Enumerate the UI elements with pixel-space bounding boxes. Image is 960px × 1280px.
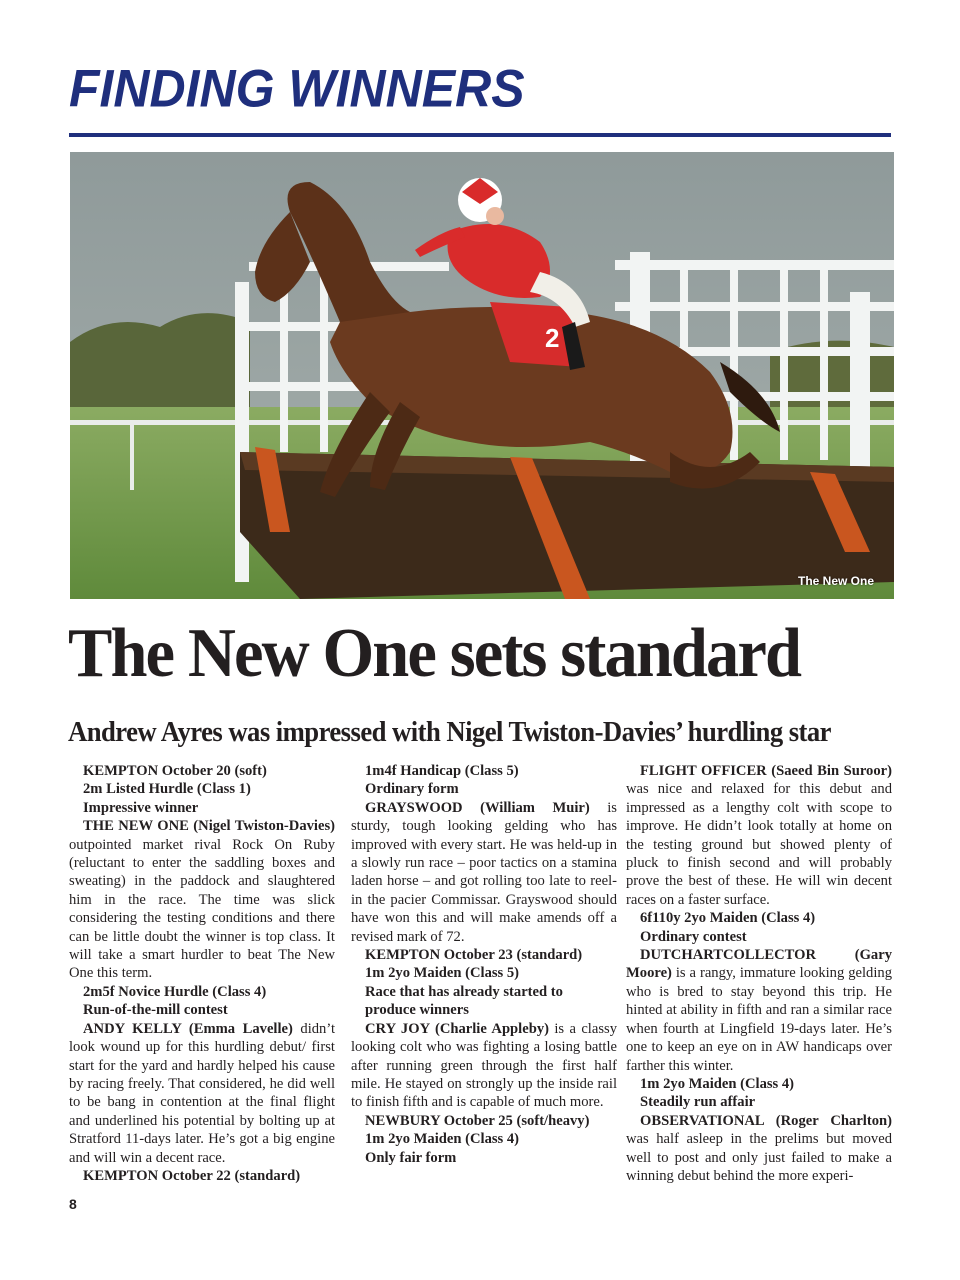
horse-name-trainer: FLIGHT OFFICER (Saeed Bin Suroor) xyxy=(640,763,892,779)
paragraph-body: is sturdy, tough looking gelding who has improved with every start. He was held-up in a slowly run race – poor tactics on a stamina laden horse – and got rolling too late to reel-in the pacier Commissar. Grayswood should have won this and will make amends off a revised mark of 72. xyxy=(351,799,617,945)
paragraph-body: is a rangy, immature looking gelding who is bred to stay beyond this trip. He hinted at ability in fifth and ran a similar race when fourth at Lingfield 19-days later. He’s one to keep an eye on in AW handicaps over farther this winter. xyxy=(626,965,892,1074)
horse-name-trainer: CRY JOY (Charlie Appleby) xyxy=(365,1020,549,1037)
race-heading: 2m Listed Hurdle (Class 1) xyxy=(83,781,251,798)
section-title: FINDING WINNERS xyxy=(69,59,525,118)
race-heading: Race that has already started to produce winners xyxy=(365,983,563,1019)
paragraph-body: didn’t look wound up for this hurdling debut/ first start for the yard and hardly helped his cause by racing freely. That considered, he did well to be bang in contention at the final flight and underlined his potential by bolting up at Stratford 11-days later. He’s got a big engine and will win a decent race. xyxy=(69,1020,335,1166)
horse-name-trainer: GRAYSWOOD (William Muir) xyxy=(365,799,590,816)
paragraph-body: was half asleep in the prelims but moved well to post and only just failed to make a winning debut behind the more experi- xyxy=(626,1131,892,1184)
race-heading: NEWBURY October 25 (soft/heavy) xyxy=(365,1112,590,1129)
photo-caption: The New One xyxy=(797,574,874,588)
race-heading: 6f110y 2yo Maiden (Class 4) xyxy=(640,910,816,927)
paragraph-body: was nice and relaxed for this debut and impressed as a lengthy colt with scope to improve. He didn’t look totally at home on the testing ground but showed plenty of pluck to finish second and will probably prove the best of these. He will win decent races on a faster surface. xyxy=(626,781,892,908)
race-heading: Ordinary form xyxy=(365,781,459,798)
article-column-3 xyxy=(626,762,892,1185)
horse-paragraph xyxy=(69,817,335,983)
article-column-1 xyxy=(69,762,335,1185)
horse-paragraph xyxy=(626,1112,892,1186)
standfirst: Andrew Ayres was impressed with Nigel Twiston-Davies’ hurdling star xyxy=(68,716,831,748)
race-heading: KEMPTON October 23 (standard) xyxy=(365,947,583,964)
horse-paragraph xyxy=(351,1020,617,1112)
horse-paragraph xyxy=(626,762,892,909)
horse-paragraph xyxy=(351,799,617,946)
horse-name-trainer: OBSERVATIONAL (Roger Charlton) xyxy=(640,1112,892,1129)
section-rule xyxy=(69,133,891,137)
race-heading: KEMPTON October 20 (soft) xyxy=(83,763,267,779)
paragraph-body: outpointed market rival Rock On Ruby (reluctant to enter the saddling boxes and sweating) in the paddock and slaughtered him in the race. The time was slick considering the testing conditions and there can be little doubt the winner is top class. It will take a smart hurdler to beat The New One this term. xyxy=(69,836,335,982)
paragraph-body: is a classy looking colt who was fighting a losing battle after running green through the first half mile. He stayed on strongly up the inside rail to finish fifth and is capable of much more. xyxy=(351,1020,617,1111)
race-heading: 1m 2yo Maiden (Class 5) xyxy=(365,965,520,982)
headline: The New One sets standard xyxy=(68,615,801,692)
horse-name-trainer: DUTCHARTCOLLECTOR (Gary Moore) xyxy=(626,947,892,982)
race-heading: Impressive winner xyxy=(83,799,199,816)
horse-name-trainer: THE NEW ONE (Nigel Twiston-Davies) xyxy=(83,818,335,835)
race-heading: Ordinary contest xyxy=(640,928,747,945)
race-heading: Run-of-the-mill contest xyxy=(83,1002,228,1019)
horse-paragraph xyxy=(69,1020,335,1167)
page-number: 8 xyxy=(69,1196,77,1212)
svg-text:2: 2 xyxy=(545,323,560,353)
race-heading: 1m4f Handicap (Class 5) xyxy=(365,763,519,779)
horse-name-trainer: ANDY KELLY (Emma Lavelle) xyxy=(83,1020,293,1037)
race-heading: 2m5f Novice Hurdle (Class 4) xyxy=(83,983,267,1000)
race-heading: Only fair form xyxy=(365,1149,457,1166)
race-heading: Steadily run affair xyxy=(640,1094,756,1111)
article-column-2 xyxy=(351,762,617,1167)
race-heading: 1m 2yo Maiden (Class 4) xyxy=(640,1075,795,1092)
race-heading: 1m 2yo Maiden (Class 4) xyxy=(365,1131,520,1148)
horse-jumping-hurdle-image xyxy=(70,152,894,599)
article-photo xyxy=(70,152,894,599)
horse-paragraph xyxy=(626,946,892,1075)
race-heading: KEMPTON October 22 (standard) xyxy=(83,1167,301,1184)
